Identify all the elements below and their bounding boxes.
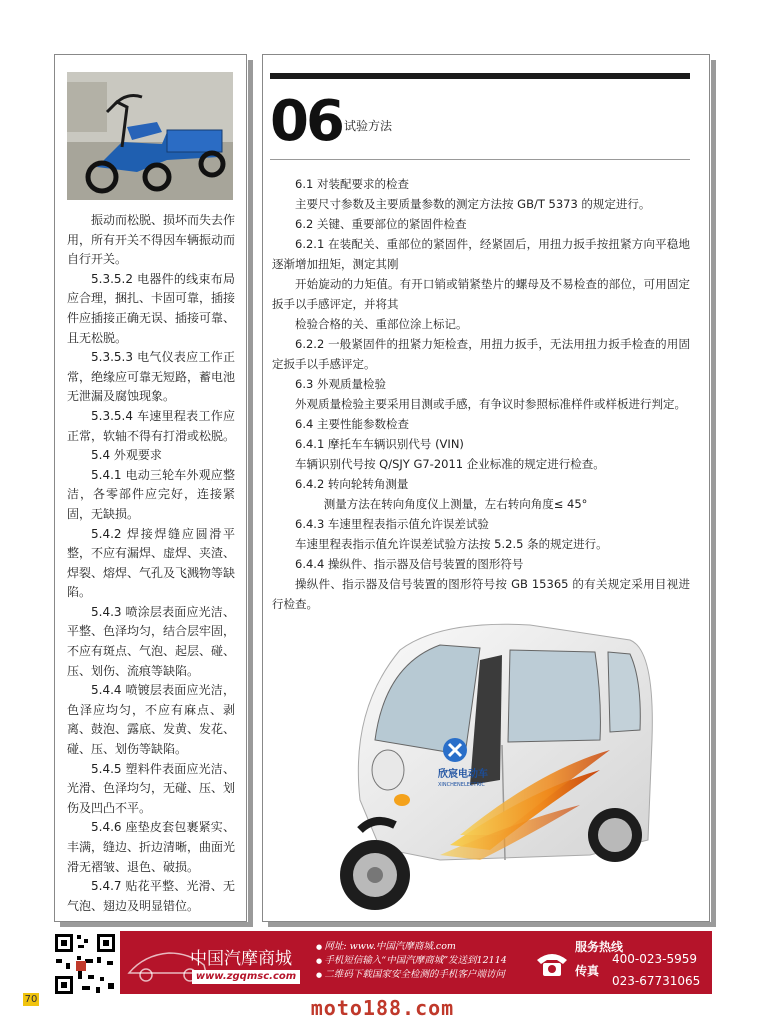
paragraph: 5.4.7 贴花平整、光滑、无气泡、翅边及明显错位。	[67, 879, 235, 913]
paragraph: 5.4.2 焊接焊缝应圆滑平整，不应有漏焊、虚焊、夹渣、焊裂、熔焊、气孔及飞溅物等缺陷。	[67, 526, 236, 600]
footer-url[interactable]: moto188.com	[310, 996, 455, 1020]
paragraph: 6.2.2 一般紧固件的扭紧力矩检查，用扭力扳手，无法用扭力扳手检查的用固定扳手以手感评定。	[272, 337, 690, 371]
paragraph: 5.4.5 塑料件表面应光洁、光滑、色泽均匀，无碰、压、划伤及凹凸不平。	[67, 761, 236, 815]
vehicle-logo-brand: 欣宸电动车	[438, 769, 488, 780]
paragraph: 测量方法在转向角度仪上测量，左右转向角度≤ 45°	[323, 497, 588, 511]
subheading: 6.4.1 摩托车车辆识别代号 (VIN)	[295, 437, 464, 451]
section-divider	[270, 159, 690, 160]
section-top-bar	[270, 73, 690, 79]
paragraph: 振动而松脱、损坏而失去作用，所有开关不得因车辆振动而自行开关。	[67, 213, 236, 267]
banner-info	[316, 940, 507, 982]
paragraph: 开始旋动的力矩值。有开口销或销紧垫片的螺母及不易检查的部位，可用固定扳手以手感评定，并将其	[272, 277, 690, 311]
subheading: 6.2 关键、重要部位的紧固件检查	[295, 217, 467, 231]
paragraph: 5.4.1 电动三轮车外观应整洁，各零部件应完好，连接紧固，无缺损。	[67, 467, 235, 521]
paragraph: 5.3.5.3 电气仪表应工作正常，绝缘应可靠无短路，蓄电池无泄漏及腐蚀现象。	[67, 350, 236, 404]
service-phone[interactable]: 400-023-5959	[612, 952, 698, 966]
paragraph: 检验合格的关、重部位涂上标记。	[295, 317, 468, 331]
subheading: 6.1 对装配要求的检查	[295, 177, 409, 191]
right-box-shadow	[711, 60, 716, 926]
left-box-shadow-bottom	[60, 922, 253, 927]
paragraph: 6.2.1 在装配关、重部位的紧固件，经紧固后，用扭力扳手按扭紧方向平稳地逐渐增加扭矩，测定其刚	[272, 237, 690, 271]
qr-code	[52, 931, 118, 997]
vehicle-logo-sub: XINCHENELECTRIC	[438, 782, 485, 788]
banner-info-line: ● 二维码下载国家安全检测的手机客户端访问	[316, 968, 507, 982]
right-box-shadow-bottom	[268, 922, 716, 927]
left-column-text	[67, 211, 235, 916]
section-number: 06	[270, 89, 342, 154]
left-box-shadow	[248, 60, 253, 926]
banner-website[interactable]: www.zgqmsc.com	[192, 970, 300, 984]
section-title: 试验方法	[344, 119, 393, 133]
paragraph: 5.4.3 喷涂层表面应光洁、平整、色泽均匀，结合层牢固，不应有斑点、气泡、起层、碰、压、划伤、流痕等缺陷。	[67, 604, 236, 678]
paragraph: 操纵件、指示器及信号装置的图形符号按 GB 15365 的有关规定采用目视进行检查。	[272, 577, 690, 611]
enclosed-tricycle-photo	[330, 620, 660, 920]
subheading: 6.3 外观质量检验	[295, 377, 386, 391]
subheading: 6.4 主要性能参数检查	[295, 417, 409, 431]
paragraph: 车速里程表指示值允许误差试验方法按 5.2.5 条的规定进行。	[295, 537, 608, 551]
page-number: 70	[24, 994, 38, 1005]
paragraph: 5.4.6 座垫皮套包裹紧实、丰满，缝边、折边清晰，曲面光滑无褶皱、退色、破损。	[67, 820, 236, 874]
fax-number: 023-67731065	[612, 974, 701, 988]
subheading: 6.4.4 操纵件、指示器及信号装置的图形符号	[295, 557, 524, 571]
banner-numbers	[612, 948, 700, 992]
fax-label: 传真	[575, 964, 600, 978]
phone-icon	[535, 950, 569, 982]
banner-info-line: ● 网址: www.中国汽摩商城.com	[316, 940, 507, 954]
subheading: 6.4.2 转向轮转角测量	[295, 477, 409, 491]
paragraph: 车辆识别代号按 Q/SJY G7-2011 企业标准的规定进行检查。	[295, 457, 605, 471]
paragraph: 5.3.5.2 电器件的线束布局应合理，捆扎、卡固可靠，插接件应插接正确无误、插接可靠、且无松脱。	[67, 271, 236, 345]
paragraph: 5.4.4 喷镀层表面应光洁，色泽应均匀，不应有麻点、剥离、鼓泡、露底、发黄、发花、碰、压、划伤等缺陷。	[67, 683, 236, 757]
subheading: 5.4 外观要求	[91, 448, 162, 463]
paragraph: 5.3.5.4 车速里程表工作应正常，软轴不得有打滑或松脱。	[67, 408, 236, 443]
subheading: 6.4.3 车速里程表指示值允许误差试验	[295, 517, 489, 531]
right-column-text	[272, 174, 690, 614]
service-hotline-label: 服务热线	[575, 940, 624, 954]
banner-brand-name: 中国汽摩商城	[190, 949, 292, 969]
paragraph: 主要尺寸参数及主要质量参数的测定方法按 GB/T 5373 的规定进行。	[295, 197, 651, 211]
tricycle-photo	[67, 72, 233, 200]
banner-info-line: ● 手机短信输入“中国汽摩商城”发送到12114	[316, 954, 507, 968]
paragraph: 外观质量检验主要采用目测或手感，有争议时参照标准样件或样板进行判定。	[295, 397, 686, 411]
